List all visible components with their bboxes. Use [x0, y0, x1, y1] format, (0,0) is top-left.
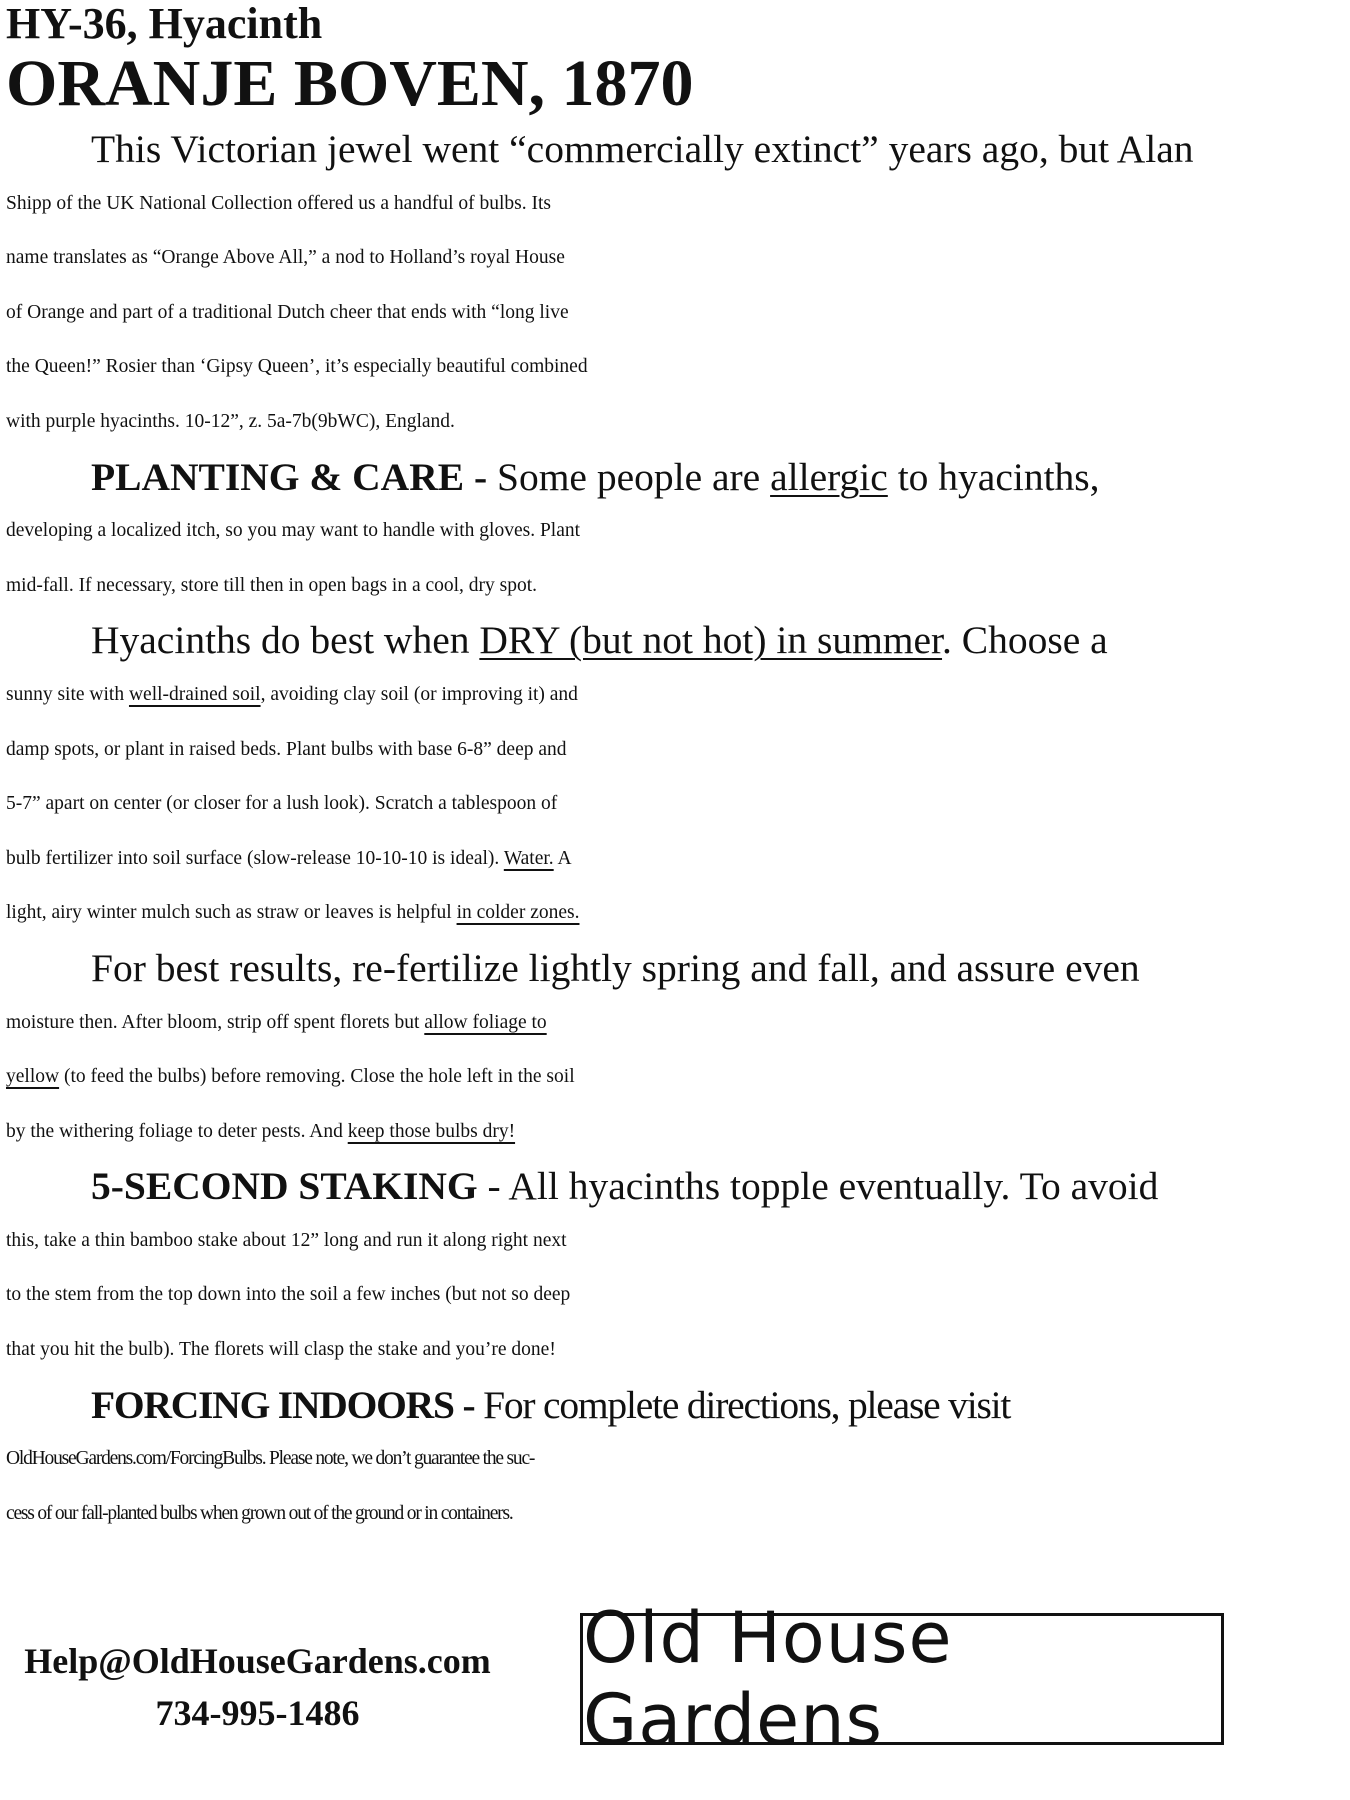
forcing-heading: FORCING INDOORS - [91, 1382, 484, 1427]
text-line: the Queen!” Rosier than ‘Gipsy Queen’, it’s especially beautiful combined [6, 356, 588, 378]
text-run: Some people are [496, 454, 771, 499]
text-run: light, airy winter mulch such as straw or leaves is helpful [6, 902, 457, 924]
text-run: (to feed the bulbs) before removing. Close the hole left in the soil [59, 1066, 575, 1088]
text-run: - All hyacinths topple eventually. To avoid [477, 1164, 1159, 1209]
text-run: by the withering foliage to deter pests. And [6, 1120, 348, 1142]
underlined-text: keep those bulbs dry! [347, 1120, 516, 1142]
intro-paragraph [6, 122, 1336, 450]
product-code: HY-36, Hyacinth [6, 0, 323, 48]
underlined-text: allow foliage to [424, 1011, 547, 1033]
text-run: For complete directions, please visit [483, 1382, 1011, 1427]
text-line: Shipp of the UK National Collection offered us a handful of bulbs. Its [6, 192, 552, 214]
underlined-text: well-drained soil [128, 683, 261, 705]
text-line [0, 886, 1336, 941]
text-line [0, 832, 1336, 887]
brand-logo [580, 1597, 1224, 1761]
underlined-text: allergic [770, 454, 888, 499]
label-page [6, 0, 1336, 1541]
email-address: Help@OldHouseGardens.com [24, 1641, 491, 1681]
text-line: with purple hyacinths. 10-12”, z. 5a-7b(9bWC), England. [6, 410, 455, 432]
text-run: sunny site with [6, 683, 129, 705]
phone-number: 734-995-1486 [155, 1693, 360, 1733]
text-line: For best results, re-fertilize lightly spring and fall, and assure even [91, 945, 1140, 990]
underlined-text: DRY (but not hot) in summer [479, 618, 943, 663]
text-run: moisture then. After bloom, strip off spent florets but [6, 1011, 425, 1033]
text-line [6, 1159, 1336, 1214]
description-body [6, 122, 1336, 1541]
product-name: ORANJE BOVEN, 1870 [6, 47, 694, 120]
text-line [6, 613, 1336, 668]
planting-heading: PLANTING & CARE - [91, 454, 497, 499]
logo-text: Old House Gardens [583, 1597, 953, 1761]
staking-paragraph [6, 1159, 1336, 1377]
text-line: 5-7” apart on center (or closer for a lush look). Scratch a tablespoon of [6, 793, 558, 815]
text-line: name translates as “Orange Above All,” a nod to Holland’s royal House [6, 247, 565, 269]
text-line [0, 668, 1336, 723]
hyacinths-paragraph [6, 613, 1336, 941]
text-line [0, 1050, 1336, 1105]
text-line: of Orange and part of a traditional Dutch cheer that ends with “long live [6, 301, 569, 323]
text-line: damp spots, or plant in raised beds. Plant bulbs with base 6-8” deep and [6, 738, 567, 760]
contact-info [10, 1635, 505, 1739]
text-line: developing a localized itch, so you may want to handle with gloves. Plant [6, 520, 581, 542]
text-line: this, take a thin bamboo stake about 12” long and run it along right next [6, 1229, 567, 1251]
forcing-paragraph [6, 1378, 1336, 1542]
text-line: cess of our fall-planted bulbs when grown out of the ground or in containers. [6, 1502, 513, 1524]
text-line [0, 996, 1336, 1051]
text-line: OldHouseGardens.com/ForcingBulbs. Please note, we don’t guarantee the suc- [6, 1448, 535, 1470]
text-line: that you hit the bulb). The florets will clasp the stake and you’re done! [6, 1339, 556, 1361]
text-run: Hyacinths do best when [91, 618, 480, 663]
text-line [6, 1378, 1336, 1433]
text-run: to hyacinths, [887, 454, 1100, 499]
text-run: , avoiding clay soil (or improving it) and [260, 683, 578, 705]
text-run: bulb fertilizer into soil surface (slow-release 10-10-10 is ideal). [6, 847, 504, 869]
text-line [6, 450, 1336, 505]
text-line: This Victorian jewel went “commercially extinct” years ago, but Alan [91, 127, 1194, 171]
underlined-text: yellow [6, 1066, 60, 1088]
text-line [0, 1105, 1336, 1160]
best-results-paragraph [6, 941, 1336, 1159]
text-run: . Choose a [942, 618, 1108, 663]
staking-heading: 5-SECOND STAKING [91, 1164, 478, 1209]
planting-paragraph [6, 450, 1336, 614]
underlined-text: in colder zones. [456, 902, 580, 924]
text-line: mid-fall. If necessary, store till then in open bags in a cool, dry spot. [6, 574, 538, 596]
text-run: A [553, 847, 572, 869]
underlined-text: Water. [503, 847, 554, 869]
text-line: to the stem from the top down into the soil a few inches (but not so deep [6, 1284, 571, 1306]
